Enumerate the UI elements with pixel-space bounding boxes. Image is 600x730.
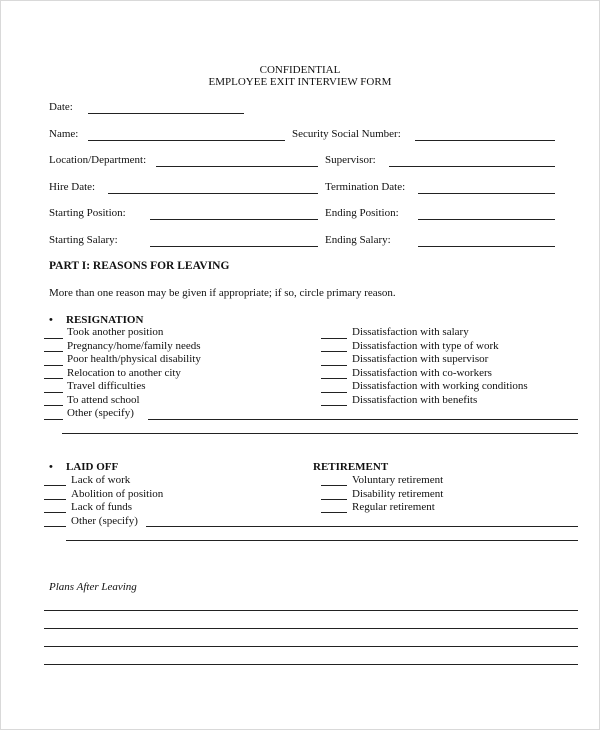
security-social-number-label: Security Social Number: <box>292 128 401 140</box>
resignation-left-checkbox[interactable] <box>44 419 63 420</box>
retirement-checkbox[interactable] <box>321 485 347 486</box>
resignation-left-checkbox[interactable] <box>44 365 63 366</box>
resignation-left-checkbox[interactable] <box>44 351 63 352</box>
ending-position-field[interactable] <box>418 219 555 220</box>
laid-off-other-field[interactable] <box>146 526 578 527</box>
resignation-option: Dissatisfaction with supervisor <box>352 353 489 365</box>
date-label: Date: <box>49 101 73 113</box>
starting-position-label: Starting Position: <box>49 207 126 219</box>
retirement-option: Regular retirement <box>352 501 435 513</box>
retirement-checkbox[interactable] <box>321 512 347 513</box>
laid-off-option: Abolition of position <box>71 488 164 500</box>
plans-answer-line[interactable] <box>44 628 578 629</box>
laid-off-option: Other (specify) <box>71 515 138 527</box>
resignation-option: Dissatisfaction with type of work <box>352 340 499 352</box>
termination-date-field[interactable] <box>418 193 555 194</box>
resignation-right-checkbox[interactable] <box>321 392 347 393</box>
ending-salary-label: Ending Salary: <box>325 234 391 246</box>
name-field[interactable] <box>88 140 285 141</box>
resignation-option: Dissatisfaction with co-workers <box>352 367 492 379</box>
ending-position-label: Ending Position: <box>325 207 399 219</box>
location-department-field[interactable] <box>156 166 318 167</box>
retirement-checkbox[interactable] <box>321 499 347 500</box>
resignation-right-checkbox[interactable] <box>321 378 347 379</box>
resignation-left-checkbox[interactable] <box>44 338 63 339</box>
resignation-heading: RESIGNATION <box>66 314 144 326</box>
resignation-option: Poor health/physical disability <box>67 353 201 365</box>
resignation-left-checkbox[interactable] <box>44 378 63 379</box>
resignation-right-checkbox[interactable] <box>321 338 347 339</box>
starting-salary-field[interactable] <box>150 246 318 247</box>
part1-instruction: More than one reason may be given if appropriate; if so, circle primary reason. <box>49 287 396 299</box>
laid-off-bullet: • <box>49 461 53 473</box>
resignation-left-checkbox[interactable] <box>44 405 63 406</box>
laid-off-heading: LAID OFF <box>66 461 119 473</box>
laid-off-checkbox[interactable] <box>44 499 66 500</box>
name-label: Name: <box>49 128 79 140</box>
part1-heading: PART I: REASONS FOR LEAVING <box>49 260 230 272</box>
resignation-bullet: • <box>49 314 53 326</box>
laid-off-checkbox[interactable] <box>44 526 66 527</box>
plans-heading: Plans After Leaving <box>49 581 137 593</box>
laid-off-checkbox[interactable] <box>44 485 66 486</box>
resignation-other-field[interactable] <box>148 419 578 420</box>
resignation-option: Pregnancy/home/family needs <box>67 340 201 352</box>
location-department-label: Location/Department: <box>49 154 147 166</box>
resignation-option: Dissatisfaction with salary <box>352 326 469 338</box>
resignation-other-field-line2[interactable] <box>62 433 578 434</box>
hire-date-field[interactable] <box>108 193 318 194</box>
laid-off-checkbox[interactable] <box>44 512 66 513</box>
supervisor-label: Supervisor: <box>325 154 376 166</box>
resignation-left-checkbox[interactable] <box>44 392 63 393</box>
plans-answer-line[interactable] <box>44 610 578 611</box>
resignation-option: Travel difficulties <box>67 380 146 392</box>
resignation-right-checkbox[interactable] <box>321 351 347 352</box>
laid-off-option: Lack of work <box>71 474 131 486</box>
starting-salary-label: Starting Salary: <box>49 234 118 246</box>
date-field[interactable] <box>88 113 244 114</box>
resignation-option: Dissatisfaction with benefits <box>352 394 478 406</box>
resignation-option: Other (specify) <box>67 407 134 419</box>
laid-off-other-field-line2[interactable] <box>66 540 578 541</box>
resignation-right-checkbox[interactable] <box>321 405 347 406</box>
laid-off-option: Lack of funds <box>71 501 133 513</box>
resignation-option: Dissatisfaction with working conditions <box>352 380 528 392</box>
resignation-option: Relocation to another city <box>67 367 181 379</box>
retirement-heading: RETIREMENT <box>313 461 389 473</box>
hire-date-label: Hire Date: <box>49 181 96 193</box>
retirement-option: Disability retirement <box>352 488 444 500</box>
ending-salary-field[interactable] <box>418 246 555 247</box>
security-social-number-field[interactable] <box>415 140 555 141</box>
plans-answer-line[interactable] <box>44 664 578 665</box>
form-title: EMPLOYEE EXIT INTERVIEW FORM <box>208 76 392 88</box>
retirement-option: Voluntary retirement <box>352 474 444 486</box>
resignation-option: Took another position <box>67 326 164 338</box>
resignation-option: To attend school <box>67 394 140 406</box>
starting-position-field[interactable] <box>150 219 318 220</box>
plans-answer-line[interactable] <box>44 646 578 647</box>
resignation-right-checkbox[interactable] <box>321 365 347 366</box>
confidential-label: CONFIDENTIAL <box>259 64 341 76</box>
termination-date-label: Termination Date: <box>325 181 406 193</box>
supervisor-field[interactable] <box>389 166 555 167</box>
